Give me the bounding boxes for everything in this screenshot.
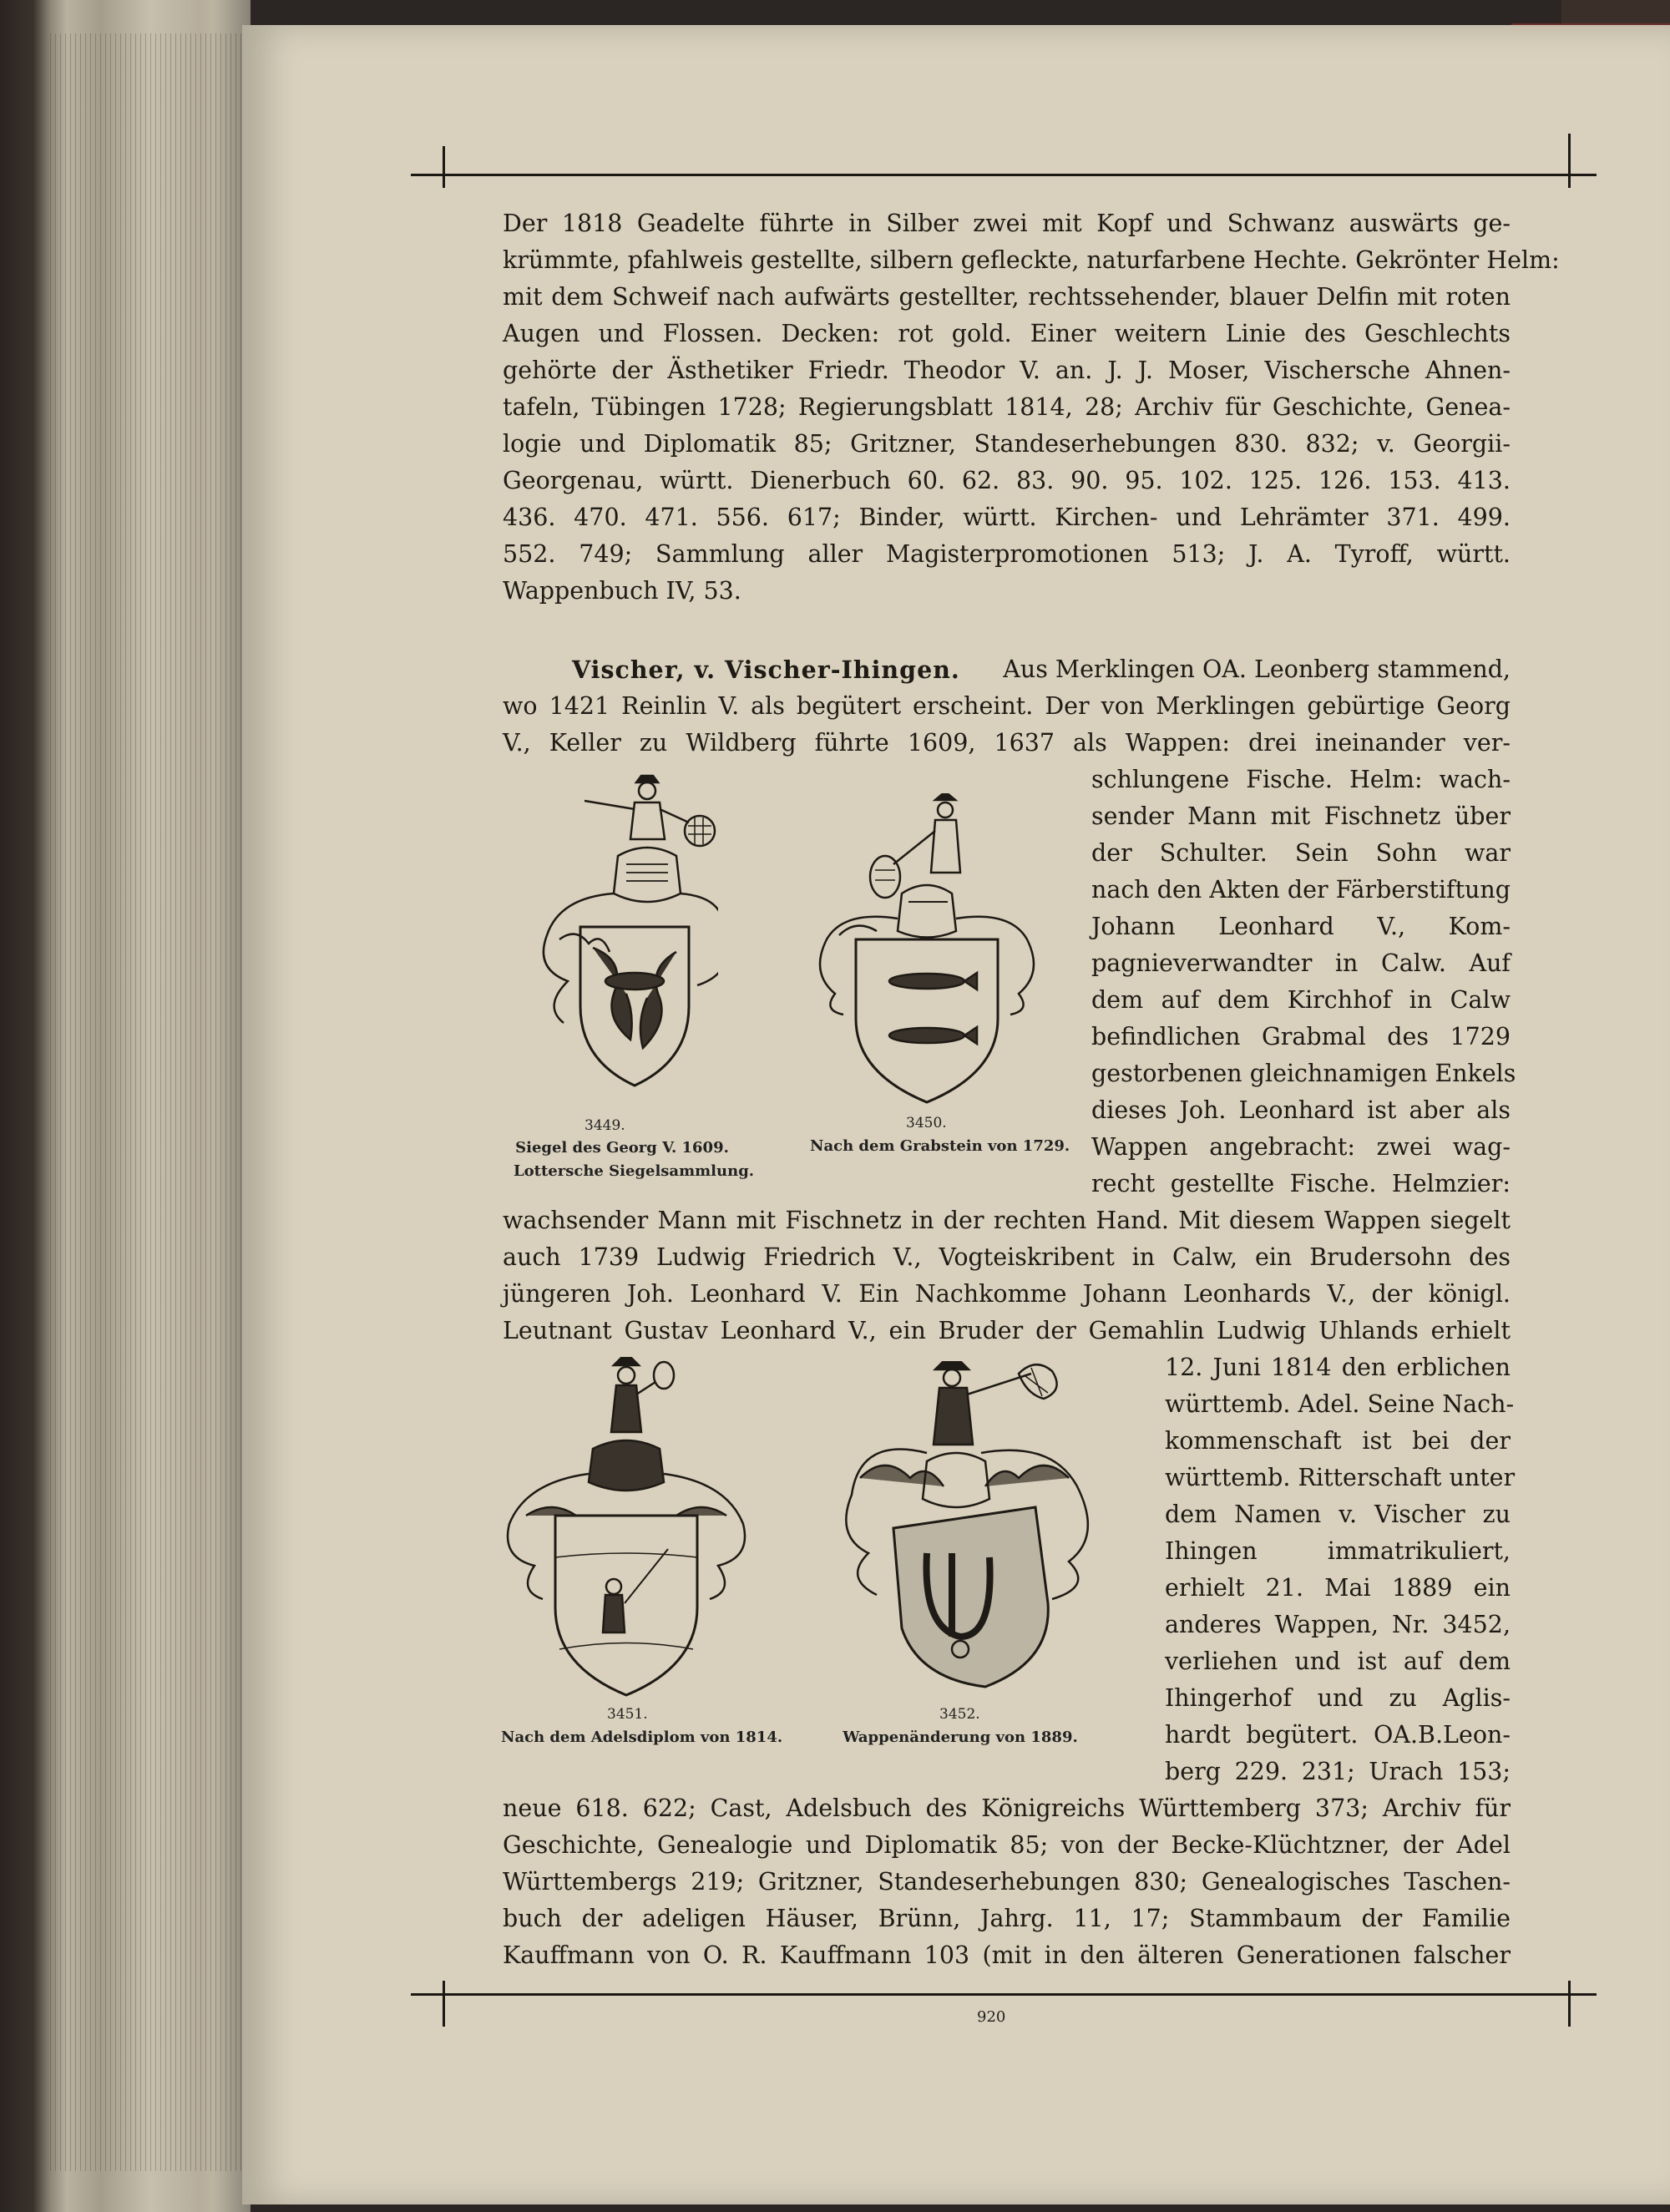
coat-of-arms-3451-icon bbox=[501, 1357, 752, 1703]
figure-caption: Lottersche Siegelsammlung. bbox=[514, 1162, 755, 1180]
coat-of-arms-3452 bbox=[827, 1361, 1111, 1703]
text-line: hardt begütert. OA.B.Leon- bbox=[1165, 1721, 1511, 1749]
frame-tick-left-top bbox=[443, 146, 445, 188]
text-line: recht gestellte Fische. Helmzier: bbox=[1091, 1170, 1511, 1197]
text-line: gestorbenen gleichnamigen Enkels bbox=[1091, 1060, 1516, 1087]
text-line: Georgenau, württ. Dienerbuch 60. 62. 83. 90. 95. 102. 125. 126. 153. 413. bbox=[503, 467, 1511, 494]
entry-heading: Vischer, v. Vischer-Ihingen. bbox=[572, 656, 960, 684]
text-line: anderes Wappen, Nr. 3452, bbox=[1165, 1611, 1511, 1638]
heading-line bbox=[572, 651, 1511, 688]
text-line: auch 1739 Ludwig Friedrich V., Vogteiskribent in Calw, ein Brudersohn des bbox=[503, 1243, 1511, 1271]
text-line: nach den Akten der Färberstiftung bbox=[1091, 876, 1511, 904]
text-line: berg 229. 231; Urach 153; bbox=[1165, 1758, 1511, 1785]
coat-of-arms-3450-icon bbox=[810, 793, 1044, 1111]
text-line: erhielt 21. Mai 1889 ein bbox=[1165, 1574, 1511, 1602]
text-line: V., Keller zu Wildberg führte 1609, 1637 als Wappen: drei ineinander ver- bbox=[503, 729, 1511, 757]
figure-caption: Siegel des Georg V. 1609. bbox=[515, 1139, 729, 1157]
figure-number: 3450. bbox=[906, 1115, 947, 1131]
text-line: 436. 470. 471. 556. 617; Binder, württ. Kirchen- und Lehrämter 371. 499. bbox=[503, 504, 1511, 531]
frame-rule-top bbox=[411, 174, 1597, 176]
text-line: buch der adeligen Häuser, Brünn, Jahrg. 11, 17; Stammbaum der Familie bbox=[503, 1905, 1511, 1932]
heading-continuation: Aus Merklingen OA. Leonberg stammend, bbox=[1003, 656, 1511, 683]
text-line: neue 618. 622; Cast, Adelsbuch des Königreichs Württemberg 373; Archiv für bbox=[503, 1794, 1511, 1822]
text-line: Leutnant Gustav Leonhard V., ein Bruder der Gemahlin Ludwig Uhlands erhielt bbox=[503, 1317, 1511, 1344]
text-line: Wappen angebracht: zwei wag- bbox=[1091, 1133, 1511, 1161]
coat-of-arms-3449-icon bbox=[509, 772, 718, 1111]
figure-caption: Nach dem Adelsdiplom von 1814. bbox=[501, 1729, 783, 1746]
text-line: dem Namen v. Vischer zu bbox=[1165, 1501, 1511, 1528]
text-line: Wappenbuch IV, 53. bbox=[503, 577, 741, 605]
text-line: schlungene Fische. Helm: wach- bbox=[1091, 766, 1511, 793]
text-line: krümmte, pfahlweis gestellte, silbern gefleckte, naturfarbene Hechte. Gekrönter Helm: bbox=[503, 246, 1560, 274]
figure-number: 3451. bbox=[607, 1706, 648, 1723]
text-line: Württembergs 219; Gritzner, Standeserhebungen 830; Genealogisches Taschen- bbox=[503, 1868, 1511, 1896]
text-line: Der 1818 Geadelte führte in Silber zwei mit Kopf und Schwanz auswärts ge- bbox=[503, 210, 1511, 237]
text-line: Ihingerhof und zu Aglis- bbox=[1165, 1684, 1511, 1712]
text-line: Ihingen immatrikuliert, bbox=[1165, 1537, 1511, 1565]
text-line: jüngeren Joh. Leonhard V. Ein Nachkomme Johann Leonhards V., der königl. bbox=[503, 1280, 1511, 1308]
frame-tick-left-bottom bbox=[443, 1981, 445, 2027]
frame-tick-right-bottom bbox=[1568, 1981, 1571, 2027]
text-line: wo 1421 Reinlin V. als begütert erscheint. Der von Merklingen gebürtige Georg bbox=[503, 692, 1511, 720]
coat-of-arms-3449 bbox=[509, 772, 718, 1111]
text-line: logie und Diplomatik 85; Gritzner, Standeserhebungen 830. 832; v. Georgii- bbox=[503, 430, 1511, 458]
text-line: kommenschaft ist bei der bbox=[1165, 1427, 1511, 1455]
text-line: Johann Leonhard V., Kom- bbox=[1091, 913, 1511, 940]
text-line: mit dem Schweif nach aufwärts gestellter, rechtssehender, blauer Delfin mit roten bbox=[503, 283, 1511, 311]
text-line: verliehen und ist auf dem bbox=[1165, 1648, 1511, 1675]
figure-caption: Nach dem Grabstein von 1729. bbox=[810, 1137, 1070, 1155]
coat-of-arms-3452-icon bbox=[827, 1361, 1111, 1703]
figure-caption: Wappenänderung von 1889. bbox=[843, 1729, 1078, 1746]
text-line: württemb. Adel. Seine Nach- bbox=[1165, 1390, 1515, 1418]
text-line: Augen und Flossen. Decken: rot gold. Einer weitern Linie des Geschlechts bbox=[503, 320, 1511, 347]
figure-number: 3449. bbox=[584, 1117, 625, 1134]
text-line: befindlichen Grabmal des 1729 bbox=[1091, 1023, 1511, 1050]
page-number: 920 bbox=[977, 2008, 1006, 2026]
text-line: der Schulter. Sein Sohn war bbox=[1091, 839, 1511, 867]
text-line: wachsender Mann mit Fischnetz in der rechten Hand. Mit diesem Wappen siegelt bbox=[503, 1207, 1511, 1234]
text-line: gehörte der Ästhetiker Friedr. Theodor V. an. J. J. Moser, Vischersche Ahnen- bbox=[503, 357, 1511, 384]
text-line: tafeln, Tübingen 1728; Regierungsblatt 1814, 28; Archiv für Geschichte, Genea- bbox=[503, 393, 1511, 421]
text-line: dem auf dem Kirchhof in Calw bbox=[1091, 986, 1511, 1014]
text-line: württemb. Ritterschaft unter bbox=[1165, 1464, 1516, 1491]
text-line: dieses Joh. Leonhard ist aber als bbox=[1091, 1096, 1511, 1124]
text-line: Geschichte, Genealogie und Diplomatik 85; von der Becke-Klüchtzner, der Adel bbox=[503, 1831, 1511, 1859]
coat-of-arms-3450 bbox=[810, 793, 1044, 1111]
text-line: 12. Juni 1814 den erblichen bbox=[1165, 1354, 1511, 1381]
text-line: 552. 749; Sammlung aller Magisterpromotionen 513; J. A. Tyroff, württ. bbox=[503, 540, 1511, 568]
frame-tick-right-top bbox=[1568, 134, 1571, 188]
text-line: Kauffmann von O. R. Kauffmann 103 (mit in den älteren Generationen falscher bbox=[503, 1941, 1511, 1969]
frame-rule-bottom bbox=[411, 1993, 1597, 1996]
text-line: sender Mann mit Fischnetz über bbox=[1091, 802, 1511, 830]
coat-of-arms-3451 bbox=[501, 1357, 752, 1703]
figure-number: 3452. bbox=[939, 1706, 980, 1723]
text-line: pagnieverwandter in Calw. Auf bbox=[1091, 949, 1511, 977]
